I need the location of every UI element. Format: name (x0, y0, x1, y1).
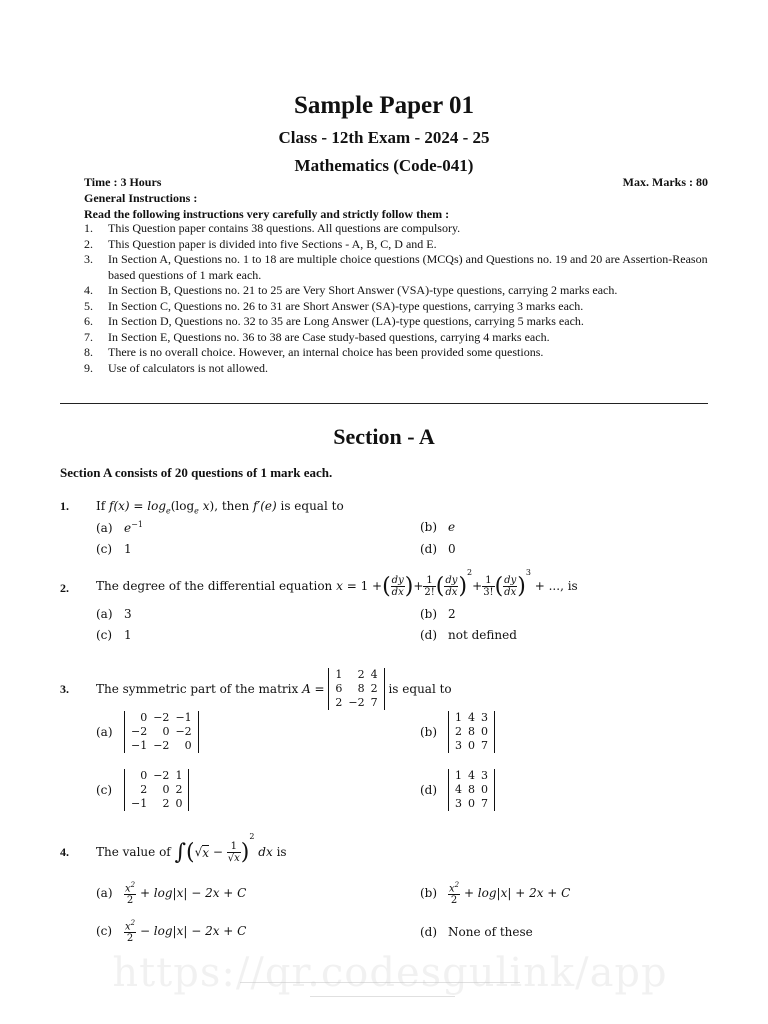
time-label: Time : 3 Hours (84, 175, 162, 189)
option-label: (b) (420, 886, 438, 901)
matrix-entry: 1 (455, 769, 462, 782)
matrix-entry: 4 (468, 711, 475, 724)
question-3-text: The symmetric part of the matrix A = 1 2 4 6 8 2 2 −2 7 is equal to (96, 668, 452, 709)
instruction-text: There is no overall choice. However, an internal choice has been provided some questions. (108, 345, 544, 359)
math-expression: f(x) = log (109, 499, 166, 513)
option-a[interactable]: (a) $\frac{x^2}{2}$ + log|x| − 2x + C (96, 881, 247, 907)
max-marks-label: Max. Marks : 80 (622, 175, 708, 189)
instruction-item (84, 345, 710, 361)
option-label: (a) (96, 607, 113, 621)
option-value: + log|x| + 2x + C (463, 886, 571, 901)
watermark-line (310, 996, 455, 997)
option-label: (c) (96, 542, 113, 556)
matrix-entry: 0 (140, 769, 148, 782)
option-b[interactable]: (b) $\frac{x^2}{2}$ + log|x| + 2x + C (420, 881, 571, 907)
matrix-entry: 0 (162, 783, 170, 796)
option-label: (a) (96, 521, 113, 535)
matrix-entry: 2 (140, 783, 148, 796)
option-value: 1 (124, 628, 132, 642)
instruction-item (84, 361, 710, 377)
instruction-text: In Section D, Questions no. 32 to 35 are Long Answer (LA)-type questions, carrying 5 marks each. (108, 314, 584, 328)
instruction-text: In Section C, Questions no. 26 to 31 are Short Answer (SA)-type questions, carrying 3 marks each. (108, 298, 584, 313)
section-divider (60, 403, 708, 404)
question-number: 4. (60, 845, 69, 859)
matrix-entry: 8 (468, 783, 475, 796)
option-value: + log|x| − 2x + C (139, 886, 247, 901)
class-exam-line: Class - 12th Exam - 2024 - 25 (278, 128, 490, 147)
matrix-entry: 8 (468, 725, 475, 738)
matrix-entry: 3 (481, 769, 488, 782)
matrix-entry: 2 (455, 725, 462, 738)
option-label: (a) (96, 725, 113, 739)
question-4-text: The value of ∫ ( √ x − $\frac{1}{√x}$ ) $^2$ dx is (96, 832, 287, 865)
option-label: (c) (96, 924, 113, 939)
matrix-entry: −2 (175, 725, 192, 738)
instruction-text: Use of calculators is not allowed. (108, 360, 268, 375)
matrix-entry: 0 (175, 797, 183, 810)
watermark-text: https://qr.codesgulink/app (112, 950, 668, 996)
question-2-text: The degree of the differential equation x = 1 + ( $\frac{dy}{dx}$ ) + $\frac{1}{2!}$ ( $\frac{dy}{dx}$ ) $^2$ + $\frac{1}{3!}$ ( $\frac{dy}{dx}$ ) $^3$ + ..., is (96, 568, 578, 599)
option-value: e (124, 521, 132, 535)
matrix-entry: 6 (335, 682, 343, 695)
option-d[interactable] (420, 925, 533, 939)
matrix-entry: 1 (455, 711, 462, 724)
instruction-item (84, 221, 710, 237)
option-label: (d) (420, 542, 438, 556)
matrix-entry: 1 (175, 769, 183, 782)
read-instructions-note: Read the following instructions very carefully and strictly follow them : (84, 207, 450, 221)
matrix-entry: 3 (481, 711, 488, 724)
option-matrix (448, 711, 495, 753)
option-label: (c) (96, 783, 113, 797)
option-c[interactable]: (c) $\frac{x^2}{2}$ − log|x| − 2x + C (96, 919, 247, 945)
option-c[interactable] (96, 542, 132, 556)
option-d[interactable] (420, 769, 495, 811)
instruction-number: 9. (84, 360, 93, 375)
question-number: 3. (60, 682, 69, 696)
instruction-number: 1. (84, 221, 93, 235)
matrix-entry: 4 (455, 783, 462, 796)
matrix-entry: 0 (468, 797, 475, 810)
question-text: The symmetric part of the matrix (96, 682, 299, 696)
matrix-entry: 2 (175, 783, 183, 796)
option-b[interactable] (420, 520, 455, 534)
question-text-suffix: is equal to (388, 682, 452, 696)
option-label: (a) (96, 886, 113, 901)
instruction-item (84, 283, 710, 299)
option-label: (b) (420, 725, 438, 739)
option-value: 3 (124, 607, 132, 621)
option-matrix (448, 769, 495, 811)
option-label: (b) (420, 607, 438, 621)
question-text-suffix: is (276, 845, 287, 859)
instruction-item (84, 252, 710, 283)
instruction-number: 7. (84, 329, 93, 344)
matrix-entry: −1 (131, 739, 148, 752)
matrix-entry: 1 (335, 668, 343, 681)
instruction-text: In Section E, Questions no. 36 to 38 are Case study-based questions, carrying 4 marks each. (108, 329, 550, 344)
option-label: (c) (96, 628, 113, 642)
option-a[interactable] (96, 607, 132, 621)
matrix-entry: 3 (455, 739, 462, 752)
differential-equation: x (336, 579, 343, 593)
instruction-number: 3. (84, 252, 93, 266)
option-d[interactable] (420, 628, 517, 642)
option-value: 2 (448, 607, 456, 621)
instruction-text: This Question paper contains 38 questions. All questions are compulsory. (108, 221, 461, 235)
subject-line: Mathematics (Code-041) (294, 156, 474, 175)
instruction-number: 8. (84, 345, 93, 359)
option-value: 0 (448, 542, 456, 556)
matrix-entry: 7 (481, 739, 488, 752)
option-label: (d) (420, 925, 438, 939)
option-matrix (124, 711, 199, 753)
matrix-entry: 2 (357, 668, 365, 681)
matrix-entry: 2 (335, 696, 343, 709)
matrix-entry: 7 (370, 696, 378, 709)
question-text-suffix: + ..., is (534, 579, 578, 593)
matrix-entry: 0 (481, 725, 488, 738)
question-text: The degree of the differential equation (96, 579, 333, 593)
option-label: (d) (420, 628, 438, 642)
matrix-entry: 0 (184, 739, 192, 752)
option-d[interactable] (420, 542, 456, 556)
matrix-entry: −2 (153, 739, 170, 752)
question-text-prefix: If (96, 499, 109, 513)
question-1-text: If $f(x) = \log_e(\log_e$ x), then f′(e) is equal to (96, 499, 344, 516)
option-a[interactable] (96, 711, 199, 753)
section-title: Section - A (333, 424, 435, 449)
matrix-entry: 2 (370, 682, 378, 695)
matrix-entry: −2 (153, 711, 170, 724)
option-matrix (124, 769, 189, 811)
instruction-item (84, 299, 710, 315)
option-value: not defined (448, 628, 517, 642)
option-c[interactable] (96, 769, 189, 811)
instruction-number: 6. (84, 314, 93, 328)
option-value: e (448, 520, 456, 534)
matrix-entry: 0 (162, 725, 170, 738)
instruction-number: 2. (84, 236, 93, 251)
question-text-suffix: is equal to (276, 499, 344, 513)
matrix-entry: 0 (468, 739, 475, 752)
matrix-entry: −1 (131, 797, 148, 810)
option-c[interactable] (96, 628, 132, 642)
option-label: (b) (420, 520, 438, 534)
matrix-entry: 4 (370, 668, 378, 681)
matrix-a (328, 668, 384, 710)
option-value: 1 (124, 542, 132, 556)
matrix-entry: −2 (153, 769, 170, 782)
instruction-number: 5. (84, 298, 93, 313)
matrix-entry: −2 (131, 725, 148, 738)
matrix-entry: 0 (140, 711, 148, 724)
matrix-entry: 0 (481, 783, 488, 796)
instruction-text: In Section A, Questions no. 1 to 18 are multiple choice questions (MCQs) and Questions no. 19 and 20 are Assertion-Reason based questions of 1 mark each. (108, 252, 708, 282)
question-text: The value of (96, 845, 171, 859)
option-b[interactable] (420, 711, 495, 753)
watermark-line (240, 982, 520, 983)
option-value: None of these (448, 925, 533, 939)
matrix-entry: 8 (357, 682, 365, 695)
matrix-entry: 3 (455, 797, 462, 810)
option-a[interactable]: (a) $e^{-1}$ (96, 520, 143, 535)
matrix-entry: 7 (481, 797, 488, 810)
instructions-list (84, 221, 710, 376)
matrix-entry: −1 (175, 711, 192, 724)
instruction-item (84, 237, 710, 253)
question-number: 1. (60, 499, 69, 513)
instruction-item (84, 314, 710, 330)
general-instructions-heading: General Instructions : (84, 191, 198, 205)
paper-title: Sample Paper 01 (293, 92, 475, 119)
option-value: − log|x| − 2x + C (139, 924, 247, 939)
option-b[interactable] (420, 607, 456, 621)
math-expression: f′(e) (253, 499, 277, 513)
option-label: (d) (420, 783, 438, 797)
instruction-item (84, 330, 710, 346)
instruction-text: In Section B, Questions no. 21 to 25 are Very Short Answer (VSA)-type questions, carrying 2 marks each. (108, 283, 618, 297)
question-number: 2. (60, 581, 69, 595)
instruction-number: 4. (84, 283, 93, 297)
matrix-entry: 2 (162, 797, 170, 810)
instruction-text: This Question paper is divided into five Sections - A, B, C, D and E. (108, 236, 437, 251)
section-description: Section A consists of 20 questions of 1 mark each. (60, 465, 333, 480)
matrix-entry: 4 (468, 769, 475, 782)
matrix-entry: −2 (348, 696, 365, 709)
question-text-mid: , then (214, 499, 254, 513)
